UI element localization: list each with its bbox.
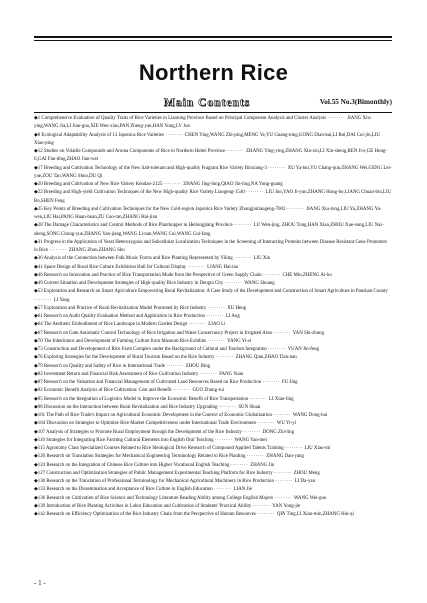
- toc-entry-authors: XU Heng: [227, 305, 247, 311]
- header-rule-thick: [34, 36, 392, 38]
- toc-entry-title: ◆79 Research on Quality and Safety of Rice in International Trade: [34, 363, 167, 369]
- toc-entry[interactable]: [34, 346, 392, 354]
- toc-entry[interactable]: [34, 420, 392, 428]
- dot-leader: ········: [284, 446, 305, 451]
- toc-entry-title: ◆12 Studies on Volatile Compounds and Aroma Components of Rice in Northern Hebei Province: [34, 149, 227, 154]
- toc-entry-title: ◆130 Research on the Translation of Professional Terminology for Mechanical Agricultural Machinery in Rice Production: [34, 479, 276, 484]
- toc-entry[interactable]: [34, 470, 392, 478]
- toc-entry[interactable]: [34, 412, 392, 420]
- dot-leader: ········: [262, 272, 283, 278]
- toc-entry-title: ◆28 The Damage Characteristics and Control Methods of Rice Planthopper in Heilongjiang Province: [34, 223, 234, 229]
- dot-leader: ········: [274, 495, 294, 501]
- dot-leader: ········: [273, 330, 293, 336]
- journal-title: Northern Rice: [138, 60, 289, 85]
- toc-entry[interactable]: [34, 272, 392, 280]
- toc-entry-title: ◆61 Research on Audit Quality Evaluation Method and Application in Rice Production: [34, 314, 207, 319]
- toc-entry[interactable]: [34, 503, 392, 511]
- toc-entry-authors: JIANG Xiu-long,LIU Yu,ZHANG Yu-wen,LIU Hai,PANG Huan-huan,ZU Cao-ran,ZHANG Hai-jian: [34, 206, 382, 220]
- dot-leader: ········: [163, 182, 184, 187]
- toc-entry[interactable]: [34, 445, 392, 453]
- page-number: - 1 -: [34, 579, 46, 587]
- dot-leader: ········: [214, 437, 235, 443]
- toc-entry-title: ◆41 Space Design of Rural Rice Culture Exhibition Hall for Cultural Display: [34, 264, 188, 270]
- dot-leader: ········: [165, 132, 185, 138]
- dot-leader: ········: [207, 338, 228, 344]
- dot-leader: ········: [215, 355, 236, 361]
- toc-entry-authors: LIU Xin: [253, 256, 271, 262]
- toc-entry-title: ◆31 Progress in the Application of Yeast Heterozygous and Subcellular Localization Techniques in the Screening of Interacting Proteins between Disease Resistant Gene Promoters in Rice: [34, 239, 388, 253]
- dot-leader: ········: [273, 470, 294, 476]
- toc-entry[interactable]: [34, 486, 392, 494]
- contents-header: [34, 97, 392, 111]
- dot-leader: ········: [267, 347, 288, 352]
- dot-leader: ········: [233, 256, 254, 262]
- contents-rule: [34, 112, 392, 113]
- dot-leader: ········: [262, 380, 282, 385]
- toc-entry[interactable]: [34, 280, 392, 288]
- toc-entry-authors: WU Yi-yi: [276, 421, 297, 427]
- toc-entry[interactable]: [34, 313, 392, 321]
- toc-entry-authors: CHE Min,ZHENG Ai-ho: [282, 272, 332, 278]
- toc-entry[interactable]: [34, 115, 392, 132]
- dot-leader: ········: [199, 371, 220, 377]
- toc-entry[interactable]: [34, 495, 392, 503]
- toc-entry-authors: LI Da-yan: [294, 479, 316, 484]
- toc-entry[interactable]: [34, 222, 392, 239]
- toc-entry[interactable]: [34, 288, 392, 305]
- dot-leader: ········: [233, 223, 254, 229]
- dot-leader: ········: [246, 190, 266, 196]
- toc-entry[interactable]: [34, 363, 392, 371]
- toc-entry-title: ◆64 The Aesthetic Embodiment of Rice Landscape in Modern Garden Design: [34, 322, 189, 328]
- toc-entry[interactable]: [34, 239, 392, 256]
- toc-entry-title: ◆8 Ecological Adaptability Analysis of 13 Japonica Rice Varieties: [34, 132, 166, 138]
- dot-leader: ········: [206, 314, 226, 319]
- toc-entry[interactable]: [34, 478, 392, 486]
- dot-leader: ········: [172, 388, 193, 394]
- toc-entry-title: ◆136 Research on Cultivation of Rice Science and Technology Literature Reading Ability among College English Majors: [34, 495, 275, 501]
- dot-leader: ········: [213, 487, 234, 493]
- toc-entry-title: ◆139 Introduction of Rice Planting Activities in Labor Education and Cultivation of Students' Practical Ability: [34, 503, 253, 509]
- toc-entry-title: ◆53 Exploration and Research on Smart Agriculture Empowering Rural Revitalization: A Case Study of the Development and Construction of Smart Agriculture in Panshan County: [34, 289, 388, 295]
- toc-entry[interactable]: [34, 371, 392, 379]
- dot-leader: ········: [273, 413, 293, 418]
- toc-entry-authors: LI Xiao-ling: [269, 396, 294, 402]
- toc-entry-title: ◆22 Breeding and High-yield Cultivation Techniques of the New High-quality Rice Variety Liaogeng-1540: [34, 190, 246, 196]
- toc-entry[interactable]: [34, 264, 392, 272]
- toc-entry[interactable]: [34, 387, 392, 395]
- toc-entry-authors: ZHANG Jing-long,QIAO Jin-ling,NA Yong-guang: [183, 182, 283, 187]
- toc-entry-authors: FU Jing: [281, 380, 298, 385]
- toc-entry-authors: JIANG Xiu-ying,WANG Jia,LI Jian-guo,XIE Wen-xiao,PAN Zheng-yan,HAN Yong,LV Jun: [34, 116, 372, 130]
- toc-entry-authors: WANG Yan-mei: [234, 437, 267, 443]
- dot-leader: ········: [188, 322, 209, 328]
- toc-entry-title: ◆107 Analysis of Strategies to Promote Rural Employment through the Development of the Rice Industry: [34, 429, 243, 435]
- dot-leader: ········: [246, 454, 267, 460]
- toc-entry[interactable]: [34, 379, 392, 387]
- toc-entry-authors: YAN Yong-jie: [272, 503, 301, 509]
- toc-entry[interactable]: [34, 206, 392, 223]
- toc-entry[interactable]: [34, 330, 392, 338]
- toc-entry-title: ◆104 Discussion on Strategies to Optimize Rice Market Competitiveness under International Trade Environment: [34, 421, 258, 427]
- toc-entry-title: ◆20 Breeding and Cultivation of New Rice Variety Kendao-2125: [34, 182, 164, 187]
- toc-entry[interactable]: [34, 404, 392, 412]
- dot-leader: ········: [268, 165, 288, 171]
- toc-entry-title: ◆115 Agronomy Class Specialized Courses Related to Rice Ideological Drive Research of Compound Applied Talents Training: [34, 446, 285, 451]
- dot-leader: ········: [249, 396, 270, 402]
- toc-entry-authors: ZHANG Ying-ying,ZHANG Xin-xin,LI Xin-sheng,REN Ji-e,GE Hong-li,GAI Fan-ding,ZHAO Jian-wei: [34, 149, 387, 163]
- toc-entry-authors: WANG Shuang: [244, 281, 275, 286]
- toc-entry-authors: GUO Zhong-rui: [192, 388, 225, 394]
- toc-entry-title: ◆120 Research on Translation Strategies for Mechanical Engineering Terminology Related to Rice Planting: [34, 454, 247, 460]
- toc-entry-title: ◆17 Breeding and Cultivation Technology of the New Salt-tolerant and High-quality Fragrant Rice Variety Binxiang-3: [34, 165, 268, 171]
- toc-entry[interactable]: [34, 189, 392, 206]
- dot-leader: ········: [207, 305, 228, 311]
- toc-entry-authors: LIU Jun,YAO Ji-yun,ZHANG Hong-bo,LIANG Chuan-bin,LIU Bo,SHEN Feng: [34, 190, 392, 204]
- toc-entry[interactable]: [34, 255, 392, 263]
- toc-entry-title: ◆1 Comprehensive Evaluation of Quality Traits of Rice Varieties in Liaoning Province Based on Principal Component Analysis and Cluster Analysis: [34, 116, 328, 121]
- toc-entry-authors: ZHOU Bing: [185, 363, 211, 369]
- toc-entry[interactable]: [34, 181, 392, 189]
- dot-leader: ········: [226, 149, 247, 154]
- toc-entry[interactable]: [34, 165, 392, 182]
- toc-entry-title: ◆92 Economic Benefit Analysis of Rice Cultivation: Cost and Benefit: [34, 388, 173, 394]
- toc-entry-title: ◆133 Research on the Dissemination and Acceptance of Rice Culture in English Education: [34, 487, 214, 493]
- toc-entry-authors: SUN Shuai: [238, 404, 261, 410]
- toc-entry[interactable]: [34, 453, 392, 461]
- toc-entry-authors: ZHANG Zhou,ZHANG Shu: [68, 248, 125, 253]
- toc-entry-authors: ZHANG Jin: [250, 462, 275, 468]
- toc-entry-authors: YANG Yi-si: [227, 338, 252, 344]
- toc-entry-authors: YAN Shi-zhong: [292, 330, 325, 336]
- toc-entry[interactable]: [34, 462, 392, 470]
- toc-entry-title: ◆76 Exploring Strategies for the Development of Rural Tourism Based on the Rice Industry: [34, 355, 216, 361]
- toc-entry[interactable]: [34, 132, 392, 149]
- toc-entry-title: ◆67 Research on Gate Automatic Control Technology of Rice Irrigation and Water Conservancy Project in Irrigated Area: [34, 330, 274, 336]
- dot-leader: ········: [49, 248, 69, 253]
- dot-leader: ········: [257, 421, 277, 427]
- toc-entry-title: ◆101 The Path of Rice Trade's Impact on Agricultural Economic Development in the Context of Economic Globalization: [34, 413, 274, 418]
- dot-leader: ········: [257, 512, 277, 517]
- toc-entry-title: ◆98 Discussion on the Interaction between Rural Revitalization and Rice Industry Upgrading: [34, 404, 219, 410]
- toc-entry-authors: LIAO Li: [208, 322, 226, 328]
- dot-leader: ········: [275, 479, 295, 484]
- dot-leader: ········: [218, 404, 239, 410]
- toc-entry[interactable]: [34, 396, 392, 404]
- toc-entry-title: ◆73 Construction and Development of Rice Farm Complex under the Background of Cultural and Tourism Integration: [34, 347, 268, 352]
- dot-leader: ········: [224, 281, 245, 286]
- toc-entry-title: ◆36 Analysis of the Connection between Folk Music Forms and Rice Planting Represented by Yiling: [34, 256, 234, 262]
- toc-entry-authors: WANG Dong-hui: [292, 413, 328, 418]
- toc-entry-authors: LIAN Jie: [233, 487, 252, 493]
- toc-entry-title: ◆110 Strategies for Integrating Rice Farming Cultural Elements into English Oral Teaching: [34, 437, 215, 443]
- toc-entry-title: ◆127 Construction and Optimization Strategies of Public Management Experimental Teaching Platform for Rice Industry: [34, 470, 274, 476]
- dot-leader: ········: [230, 462, 251, 468]
- contents-title: Main Contents: [164, 97, 251, 109]
- toc-entry-title: ◆95 Research on the Integration of Logistics Model to Improve the Economic Benefit of Rice Transportation: [34, 396, 250, 402]
- toc-entry-title: ◆70 The Inheritance and Development of Farming Culture from Museum Rice Exhibits: [34, 338, 208, 344]
- toc-entry-authors: QIN Ting,LI Xiao-min,ZHANG Hui-qi: [276, 512, 354, 517]
- toc-entry[interactable]: [34, 437, 392, 445]
- toc-entry[interactable]: [34, 148, 392, 165]
- toc-entry-authors: YUAN Jin-feng: [287, 347, 320, 352]
- toc-entry-title: ◆82 Investment Return and Financial Risk Assessment of Rice Cultivation Industry: [34, 371, 200, 377]
- dot-leader: ········: [286, 206, 307, 212]
- volume-label: Vol.55 No.3(Bimonthly): [319, 98, 392, 106]
- toc-entry[interactable]: [34, 429, 392, 437]
- toc-entry-authors: LU Wen-jing, ZHOU Tong,HAN Xiao,ZHOU Xue-song,LIU Nai-sheng,SONG Chong-yue,ZHANG Yan-jiang,WANG Li-nan,WANG Cui,WANG Gui-fang: [34, 223, 384, 237]
- dot-leader: ········: [166, 363, 186, 369]
- toc-entry-title: ◆142 Research on Efficiency Optimization of the Rice Industry Chain from the Perspective of Human Resources: [34, 512, 258, 517]
- dot-leader: ········: [34, 297, 54, 303]
- toc-entry-authors: DONG Zhi-ling: [262, 429, 295, 435]
- header-rule-thin: [34, 40, 392, 41]
- toc-entry-authors: ZHOU Meng: [293, 470, 320, 476]
- dot-leader: ········: [243, 429, 263, 435]
- toc-entry[interactable]: [34, 305, 392, 313]
- toc-entry-title: ◆124 Research on the Integration of Chinese Rice Culture into Higher Vocational English Teaching: [34, 462, 231, 468]
- toc-entry[interactable]: [34, 511, 392, 519]
- dot-leader: ········: [252, 503, 273, 509]
- toc-entry-title: ◆46 Research on Innovation and Practice of Rice Transportation Mode from the Perspective of Green Supply Chain: [34, 272, 263, 278]
- toc-entry-authors: LIANG Hai-tao: [207, 264, 239, 270]
- dot-leader: ········: [187, 264, 208, 270]
- toc-entry-authors: LI Yang: [53, 297, 70, 303]
- dot-leader: ········: [327, 116, 348, 121]
- toc-entry-authors: ZHANG Dan-yang: [266, 454, 304, 460]
- toc-entry-authors: LIU Xiao-mi: [304, 446, 331, 451]
- toc-entry[interactable]: [34, 338, 392, 346]
- toc-entry-authors: WANG Wei-guo: [293, 495, 327, 501]
- toc-entry-title: ◆87 Research on the Valuation and Financial Management of Cultivated Land Resources Based on Rice Production: [34, 380, 263, 385]
- toc-entry-title: ◆25 Key Points of Breeding and Cultivation Techniques for the New Cold-region Japonica Rice Variety Zhongjiuliaogeng-7003: [34, 206, 287, 212]
- toc-entry-authors: XU Ya-hui,YU Chang-qun,ZHANG Wei,GENG Lei-yue,ZOU Tao,WANG Shuo,DU Qi: [34, 165, 392, 179]
- toc-entry-title: ◆49 Current Situation and Development Strategies of High-quality Rice Industry in Dengta City: [34, 281, 225, 286]
- table-of-contents: [34, 115, 392, 519]
- toc-entry-authors: CHEN Ying,WANG Zhi-ping,MENG Ye,YU Guang-ning,GONG Dian-kai,LI Rui,DAI Cui-jin,LIU Xiao-ping: [34, 132, 380, 146]
- toc-entry[interactable]: [34, 354, 392, 362]
- toc-entry-title: ◆57 Exploration and Practice of Rural Revitalization Model Promoted by Rice Industry: [34, 305, 208, 311]
- toc-entry-authors: LI Ang: [225, 314, 240, 319]
- toc-entry[interactable]: [34, 321, 392, 329]
- toc-entry-authors: ZHANG Qian,ZHAO Tian-nan: [235, 355, 297, 361]
- toc-entry-authors: FANG Yuan: [219, 371, 244, 377]
